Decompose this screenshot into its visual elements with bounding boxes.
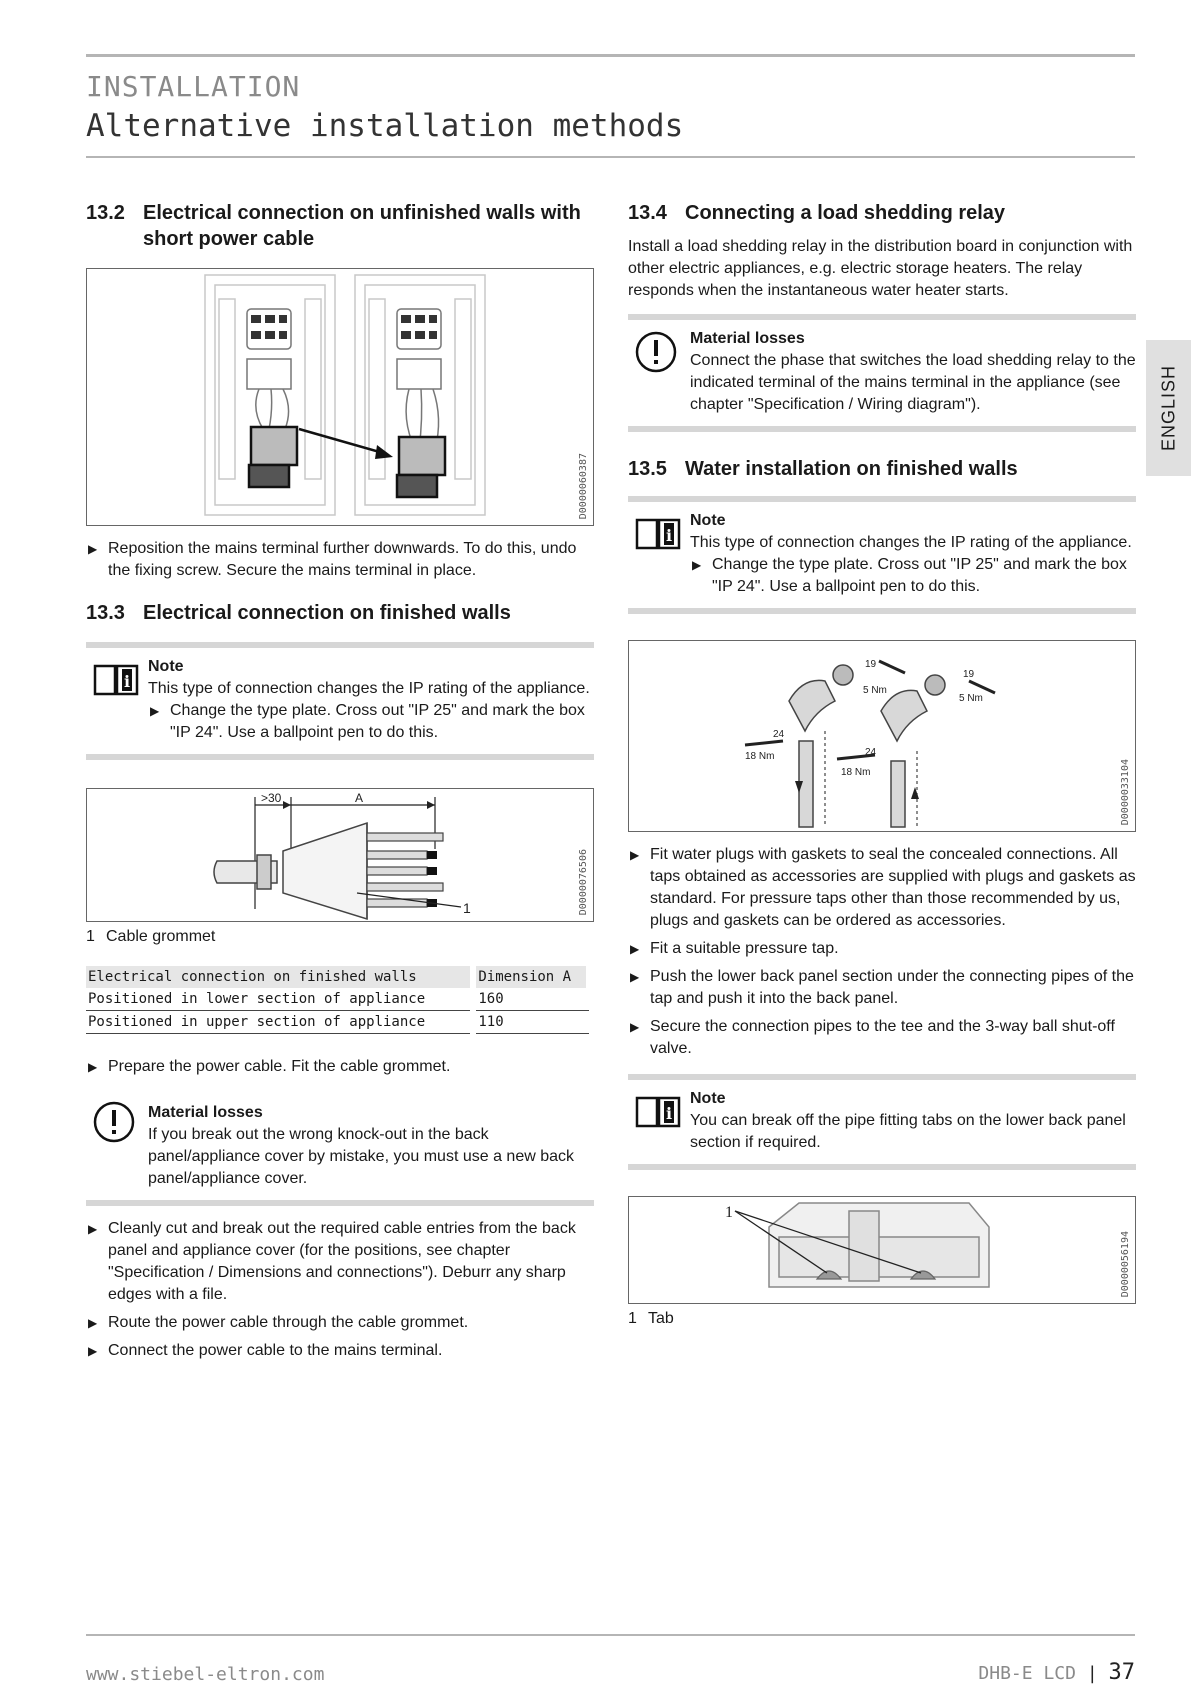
torque-18nm-label: 18 Nm [745, 751, 775, 762]
torque-5nm-label-2: 5 Nm [959, 693, 983, 704]
list-item: ▶ Route the power cable through the cable grommet. [86, 1312, 594, 1334]
table-cell: Positioned in upper section of appliance [86, 1011, 473, 1034]
wrench-size-24-label-2: 24 [865, 747, 877, 758]
note-ip-rating [86, 642, 594, 760]
figure-water-plugs [628, 640, 1136, 832]
info-book-icon [634, 514, 682, 552]
table-header-cell: Dimension A [473, 966, 589, 988]
dim-min-30-label: >30 [261, 791, 282, 805]
water-plugs-illustration [629, 641, 1135, 831]
figure-cable-grommet [86, 788, 594, 922]
svg-text:i: i [123, 672, 131, 691]
note-text: This type of connection changes the IP rating of the appliance. [690, 534, 1132, 551]
header-category: INSTALLATION [86, 70, 301, 103]
section-13-3-title: Electrical connection on finished walls [143, 602, 511, 624]
caption-number: 1 [86, 928, 95, 945]
dim-a-label: A [355, 791, 364, 805]
note-text: This type of connection changes the IP rating of the appliance. [148, 680, 590, 697]
language-tab [1146, 340, 1191, 476]
page-title: Alternative installation methods [86, 108, 684, 144]
figure-back-panel-tabs [628, 1196, 1136, 1304]
back-panel-illustration [629, 1197, 1135, 1303]
section-13-2-heading [86, 200, 594, 252]
table-row [86, 1011, 589, 1034]
warning-text: If you break out the wrong knock-out in the back panel/appliance cover by mistake, you must use a new back panel/appliance cover. [148, 1126, 575, 1187]
torque-18nm-label-2: 18 Nm [841, 767, 871, 778]
list-item: ▶ Fit a suitable pressure tap. [628, 938, 1136, 960]
torque-5nm-label: 5 Nm [863, 685, 887, 696]
note-title: Note [148, 658, 184, 675]
footer-page-info [978, 1660, 1135, 1685]
note-step: ▶ Change the type plate. Cross out "IP 25" and mark the box "IP 24". Use a ballpoint pen to do this. [148, 700, 594, 744]
section-13-2-title: Electrical connection on unfinished walls with short power cable [143, 202, 581, 250]
table-row [86, 988, 589, 1011]
step-reposition-terminal: ▶ Reposition the mains terminal further downwards. To do this, undo the fixing screw. Secure the mains terminal in place. [86, 538, 594, 582]
page-number: 37 [1108, 1660, 1135, 1685]
section-13-2-number: 13.2 [86, 202, 125, 224]
svg-text:i: i [665, 526, 673, 545]
mains-terminal-illustration [87, 269, 593, 525]
caption-text: Cable grommet [106, 928, 216, 945]
figure-code: D0000076506 [578, 848, 589, 915]
steps-list [86, 1218, 594, 1362]
section-13-4-number: 13.4 [628, 202, 667, 224]
footer-rule [86, 1634, 1135, 1636]
warning-title: Material losses [690, 330, 805, 347]
list-item: ▶ Push the lower back panel section under the connecting pipes of the tap and push it into the back panel. [628, 966, 1136, 1010]
info-book-icon [634, 1092, 682, 1130]
note-ip-rating-water [628, 496, 1136, 614]
figure-mains-terminal [86, 268, 594, 526]
dimension-table [86, 966, 592, 1034]
section-13-4-heading [628, 200, 1136, 226]
list-item: ▶ Fit water plugs with gaskets to seal the concealed connections. All taps obtained as accessories are supplied with plugs and gaskets as standard. For pressure taps other than those recommended by us, plugs and gaskets can be ordered as accessories. [628, 844, 1136, 932]
note-text: You can break off the pipe fitting tabs on the lower back panel section if required. [690, 1112, 1126, 1151]
language-tab-label: ENGLISH [1158, 364, 1178, 452]
section-13-3-number: 13.3 [86, 602, 125, 624]
left-column [86, 200, 594, 1362]
note-step: ▶ Change the type plate. Cross out "IP 25" and mark the box "IP 24". Use a ballpoint pen to do this. [690, 554, 1136, 598]
caption-number: 1 [628, 1310, 637, 1327]
wrench-size-19-label: 19 [865, 659, 877, 670]
caption-text: Tab [648, 1310, 674, 1327]
warning-exclamation-icon [634, 330, 678, 374]
wrench-size-19-label-2: 19 [963, 669, 975, 680]
table-cell: 110 [473, 1011, 589, 1034]
note-title: Note [690, 512, 726, 529]
section-13-4-title: Connecting a load shedding relay [685, 202, 1006, 224]
wrench-size-24-label: 24 [773, 729, 785, 740]
figure-caption-grommet [86, 928, 594, 946]
header-bottom-rule [86, 156, 1135, 158]
tab-callout-number: 1 [725, 1204, 733, 1221]
svg-text:i: i [665, 1104, 673, 1123]
info-book-icon [92, 660, 140, 698]
section-13-5-number: 13.5 [628, 458, 667, 480]
note-pipe-tabs [628, 1074, 1136, 1170]
section-13-5-heading [628, 456, 1136, 482]
figure-code: D0000056194 [1120, 1230, 1131, 1297]
list-item: ▶ Secure the connection pipes to the tee and the 3-way ball shut-off valve. [628, 1016, 1136, 1060]
figure-code: D0000033104 [1120, 758, 1131, 825]
list-item: ▶ Cleanly cut and break out the required cable entries from the back panel and appliance cover (for the positions, see chapter "Specification / Dimensions and connections"). Deburr any sharp edges with a file. [86, 1218, 594, 1306]
steps-list [628, 844, 1136, 1060]
right-column [628, 200, 1136, 1328]
table-header-row [86, 966, 589, 988]
grommet-callout-number: 1 [463, 900, 471, 916]
list-item: ▶ Connect the power cable to the mains terminal. [86, 1340, 594, 1362]
section-13-4-text: Install a load shedding relay in the distribution board in conjunction with other electric appliances, e.g. electric storage heaters. The relay responds when the instantaneous water heater starts. [628, 238, 1133, 299]
cable-grommet-illustration [87, 789, 593, 921]
warning-text: Connect the phase that switches the load shedding relay to the indicated terminal of the mains terminal in the appliance (see chapter "Specification / Wiring diagram"). [690, 352, 1136, 413]
table-cell: Positioned in lower section of appliance [86, 988, 473, 1011]
figure-caption-tab [628, 1310, 1136, 1328]
warning-load-shedding [628, 314, 1136, 432]
section-13-5-title: Water installation on finished walls [685, 458, 1018, 480]
section-13-3-heading [86, 600, 594, 626]
table-cell: 160 [473, 988, 589, 1011]
table-header-cell: Electrical connection on finished walls [86, 966, 473, 988]
header-top-rule [86, 54, 1135, 57]
footer-product: DHB-E LCD [978, 1663, 1076, 1684]
note-title: Note [690, 1090, 726, 1107]
step-prepare-cable: ▶ Prepare the power cable. Fit the cable grommet. [86, 1056, 594, 1078]
footer-website: www.stiebel-eltron.com [86, 1664, 325, 1685]
warning-material-losses [86, 1094, 594, 1206]
warning-title: Material losses [148, 1104, 263, 1121]
figure-code: D0000060387 [578, 452, 589, 519]
warning-exclamation-icon [92, 1100, 136, 1144]
footer-separator: | [1086, 1663, 1098, 1684]
